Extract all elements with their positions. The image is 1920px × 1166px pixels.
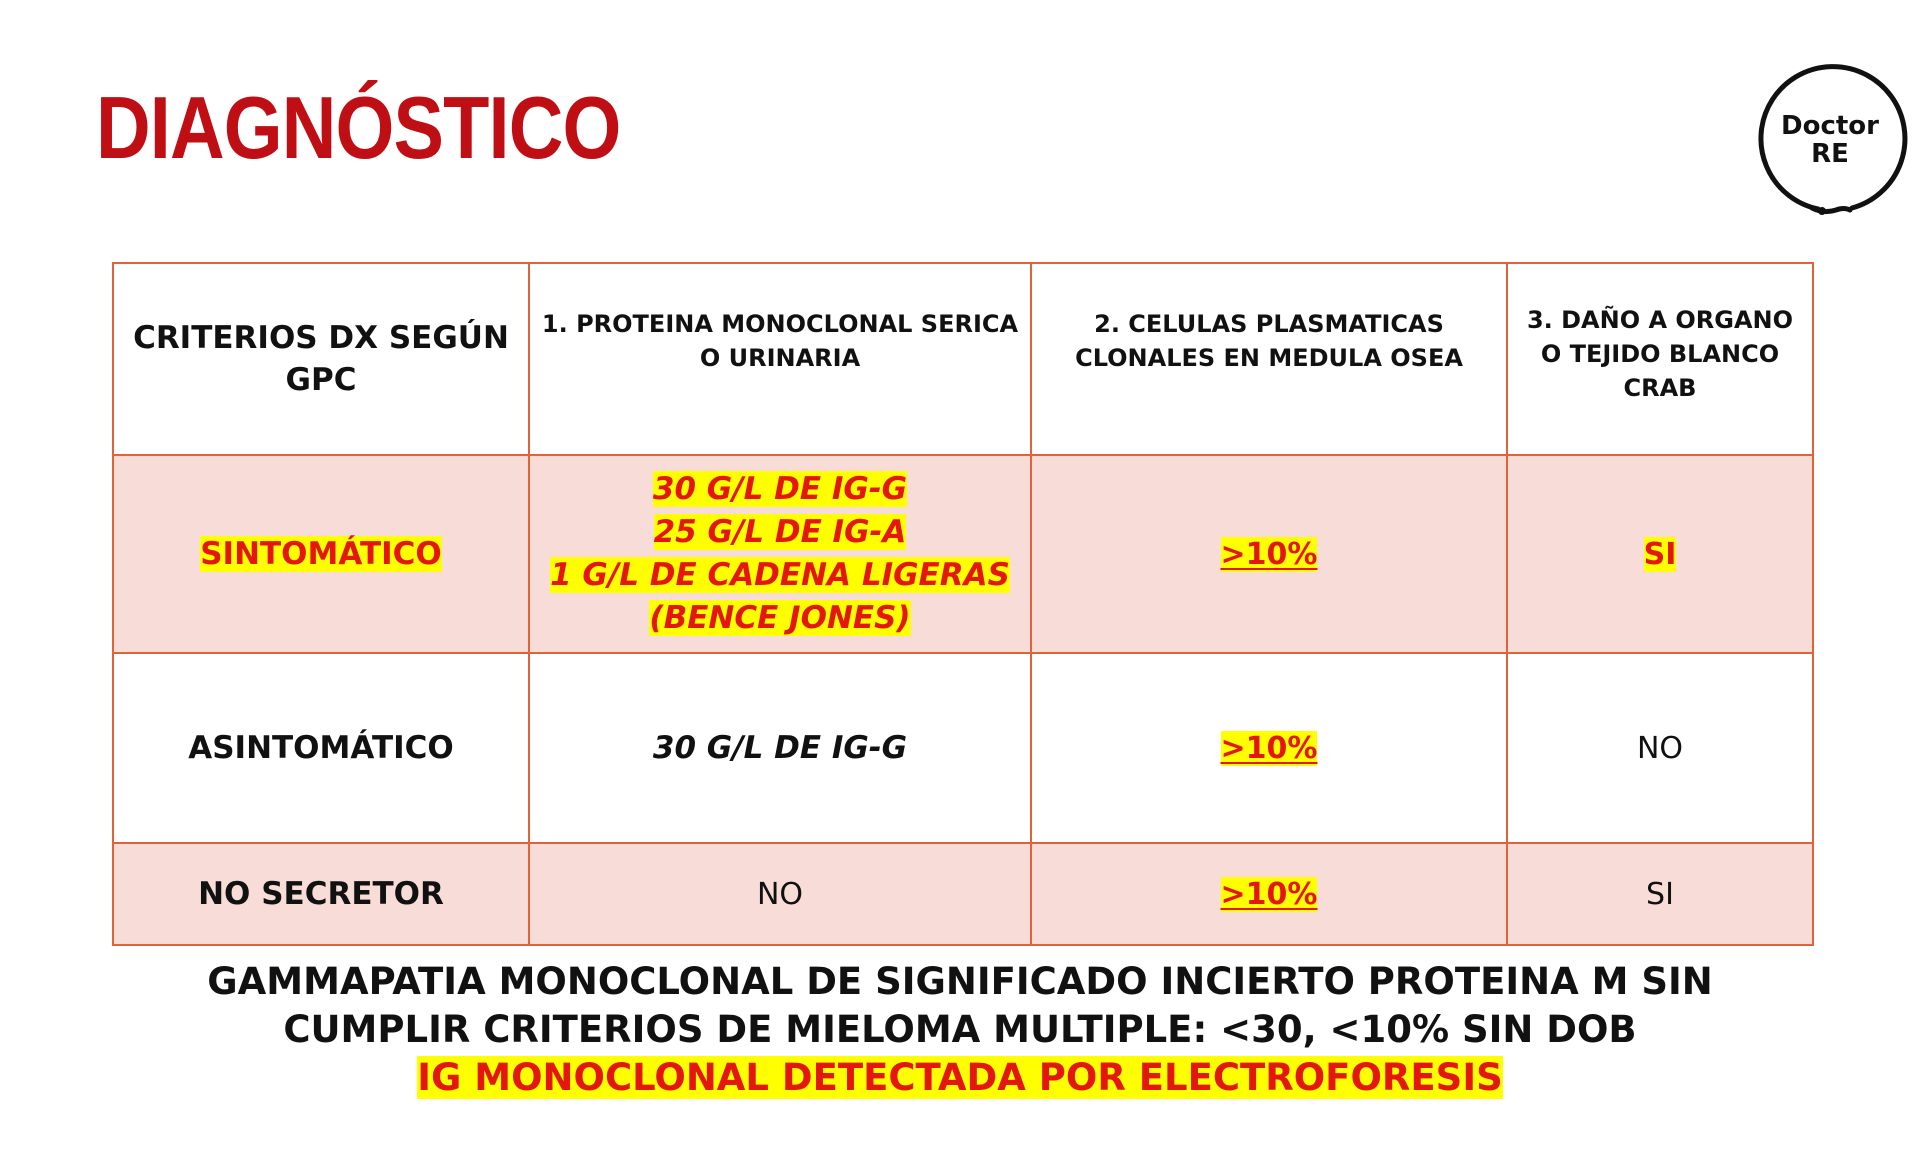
row-label-highlight: SINTOMÁTICO [200, 536, 442, 572]
protein-cell [529, 843, 1031, 945]
header-protein-column: 1. PROTEINA MONOCLONAL SERICA O URINARIA [529, 263, 1031, 455]
organ-damage-cell [1507, 843, 1813, 945]
logo-line-1: Doctor [1781, 111, 1879, 141]
criteria-table [112, 262, 1814, 946]
footer-line-1: GAMMAPATIA MONOCLONAL DE SIGNIFICADO INCIERTO PROTEINA M SIN [207, 960, 1713, 1003]
header-plasma-cells-column: 2. CELULAS PLASMATICAS CLONALES EN MEDULA OSEA [1031, 263, 1507, 455]
plasma-cells-cell [1031, 653, 1507, 843]
table-row-sintomatico [113, 455, 1813, 653]
row-label: NO SECRETOR [113, 843, 529, 945]
criteria-table-wrapper [112, 262, 1814, 946]
organ-damage-value: NO [1636, 730, 1684, 766]
organ-damage-cell [1507, 653, 1813, 843]
footer-line-2: CUMPLIR CRITERIOS DE MIELOMA MULTIPLE: <30, <10% SIN DOB [283, 1008, 1637, 1051]
doctor-re-logo [1752, 62, 1908, 218]
protein-line: (BENCE JONES) [649, 600, 911, 636]
organ-damage-cell [1507, 455, 1813, 653]
table-row-no-secretor [113, 843, 1813, 945]
organ-damage-value: SI [1646, 876, 1674, 912]
plasma-cells-value: >10% [1220, 536, 1318, 572]
logo-line-2: RE [1811, 139, 1849, 169]
plasma-cells-value: >10% [1220, 730, 1318, 766]
protein-value: 30 G/L DE IG-G [652, 730, 908, 766]
organ-damage-value: SI [1643, 536, 1677, 572]
logo-text [1752, 112, 1908, 168]
protein-line: 1 G/L DE CADENA LIGERAS [550, 557, 1010, 593]
protein-cell [529, 455, 1031, 653]
header-organ-damage-column: 3. DAÑO A ORGANO O TEJIDO BLANCO CRAB [1507, 263, 1813, 455]
footer-line-3-highlight: IG MONOCLONAL DETECTADA POR ELECTROFORESIS [417, 1056, 1503, 1099]
table-header-row [113, 263, 1813, 455]
page-title: DIAGNÓSTICO [96, 78, 621, 177]
plasma-cells-value: >10% [1220, 876, 1318, 912]
row-label: ASINTOMÁTICO [113, 653, 529, 843]
protein-cell [529, 653, 1031, 843]
footer-line-3-wrapper [0, 1054, 1920, 1102]
protein-line: 25 G/L DE IG-A [653, 514, 907, 550]
row-label [113, 455, 529, 653]
plasma-cells-cell [1031, 843, 1507, 945]
footer-note [0, 958, 1920, 1102]
table-row-asintomatico [113, 653, 1813, 843]
protein-line: 30 G/L DE IG-G [652, 471, 908, 507]
plasma-cells-cell [1031, 455, 1507, 653]
protein-value: NO [756, 876, 804, 912]
header-criteria-label: CRITERIOS DX SEGÚN GPC [113, 263, 529, 455]
